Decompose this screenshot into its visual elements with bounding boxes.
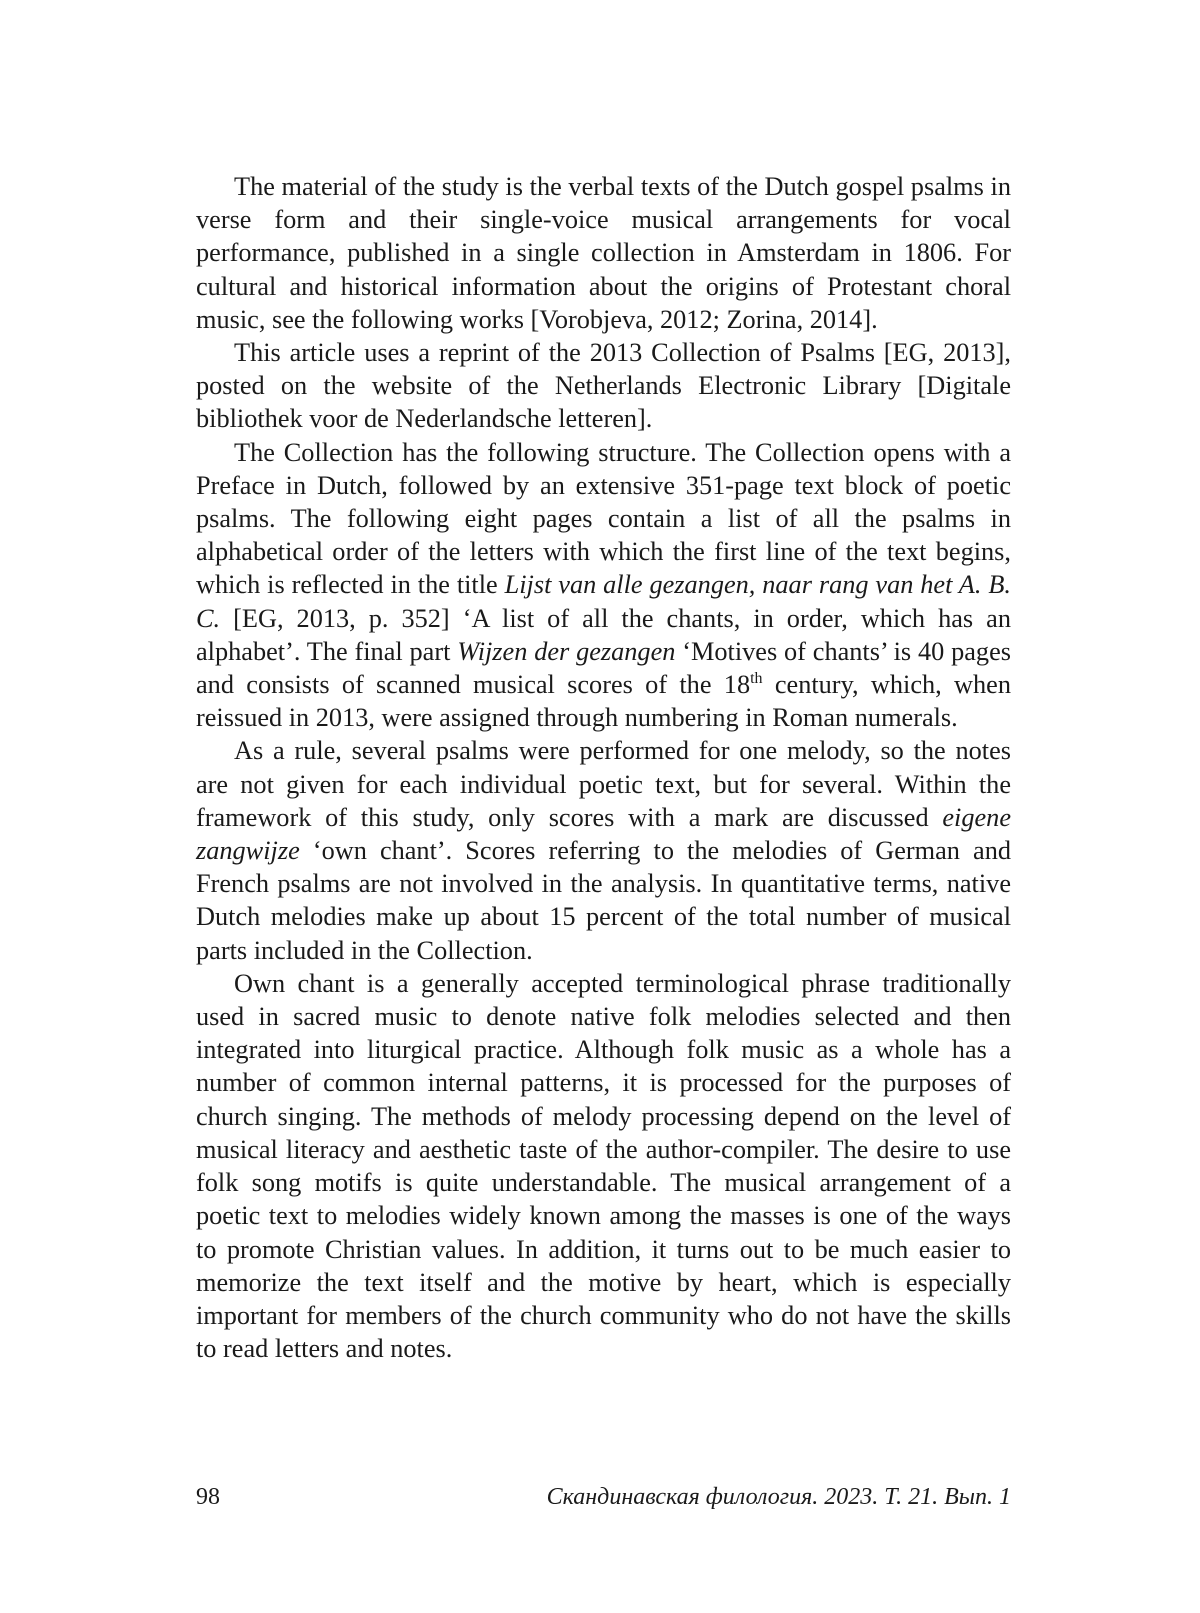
text-segment: [EG, 2013, p. 352] ‘A list of all the chants, in order, which has an alphabet’. The final part [196, 603, 1011, 666]
text-segment: Own chant is a generally accepted terminological phrase traditionally used in sacred music to denote native folk melodies selected and then integrated into liturgical practice. Although folk music as a whole has a number of common internal patterns, it is processed for the purposes of church singing. The methods of melody processing depend on the level of musical literacy and aesthetic taste of the author-compiler. The desire to use folk song motifs is quite understandable. The musical arrangement of a poetic text to melodies widely known among the masses is one of the ways to promote Christian values. In addition, it turns out to be much easier to memorize the text itself and the motive by heart, which is especially important for members of the church community who do not have the skills to read letters and notes. [196, 968, 1011, 1364]
body-paragraph [196, 336, 1011, 436]
text-segment: ‘own chant’. Scores referring to the melodies of German and French psalms are not involved in the analysis. In quantitative terms, native Dutch melodies make up about 15 percent of the total number of musical parts included in the Collection. [196, 836, 1011, 965]
text-segment: The material of the study is the verbal texts of the Dutch gospel psalms in verse form and their single-voice musical arrangements for vocal performance, published in a single collection in Amsterdam in 1806. For cultural and historical information about the origins of Protestant choral music, see the following works [Vorobjeva, 2012; Zorina, 2014]. [196, 172, 1011, 334]
text-segment: This article uses a reprint of the 2013 Collection of Psalms [EG, 2013], posted on the website of the Netherlands Electronic Library [Digitale bibliothek voor de Nederlandsche letteren]. [196, 338, 1011, 434]
italic-term: Wijzen der gezangen [457, 636, 676, 666]
text-segment: century, which, when reissued in 2013, were assigned through numbering in Roman numerals. [196, 670, 1011, 733]
text-segment: As a rule, several psalms were performed for one melody, so the notes are not given for each individual poetic text, but for several. Within the framework of this study, only scores with a mark are discussed [196, 736, 1011, 832]
text-segment: The Collection has the following structure. The Collection opens with a Preface in Dutch, followed by an extensive 351-page text block of poetic psalms. The following eight pages contain a list of all the psalms in alphabetical order of the letters with which the first line of the text begins, which is reflected in the title [196, 437, 1011, 600]
superscript: th [750, 670, 763, 688]
body-paragraph [196, 170, 1011, 336]
italic-term: Lijst van alle gezangen, naar rang van het A. B. C. [196, 570, 1011, 633]
text-segment: ‘Motives of chants’ is 40 pages and consists of scanned musical scores of the 18 [196, 636, 1011, 700]
article-body [196, 170, 1011, 1365]
body-paragraph [196, 734, 1011, 966]
italic-term: eigene zangwijze [196, 802, 1011, 866]
body-paragraph [196, 967, 1011, 1365]
body-paragraph [196, 436, 1011, 735]
page-number: 98 [196, 1484, 220, 1510]
page-footer [196, 1482, 1011, 1512]
journal-citation: Скандинавская филология. 2023. Т. 21. Вып. 1 [546, 1484, 1011, 1510]
